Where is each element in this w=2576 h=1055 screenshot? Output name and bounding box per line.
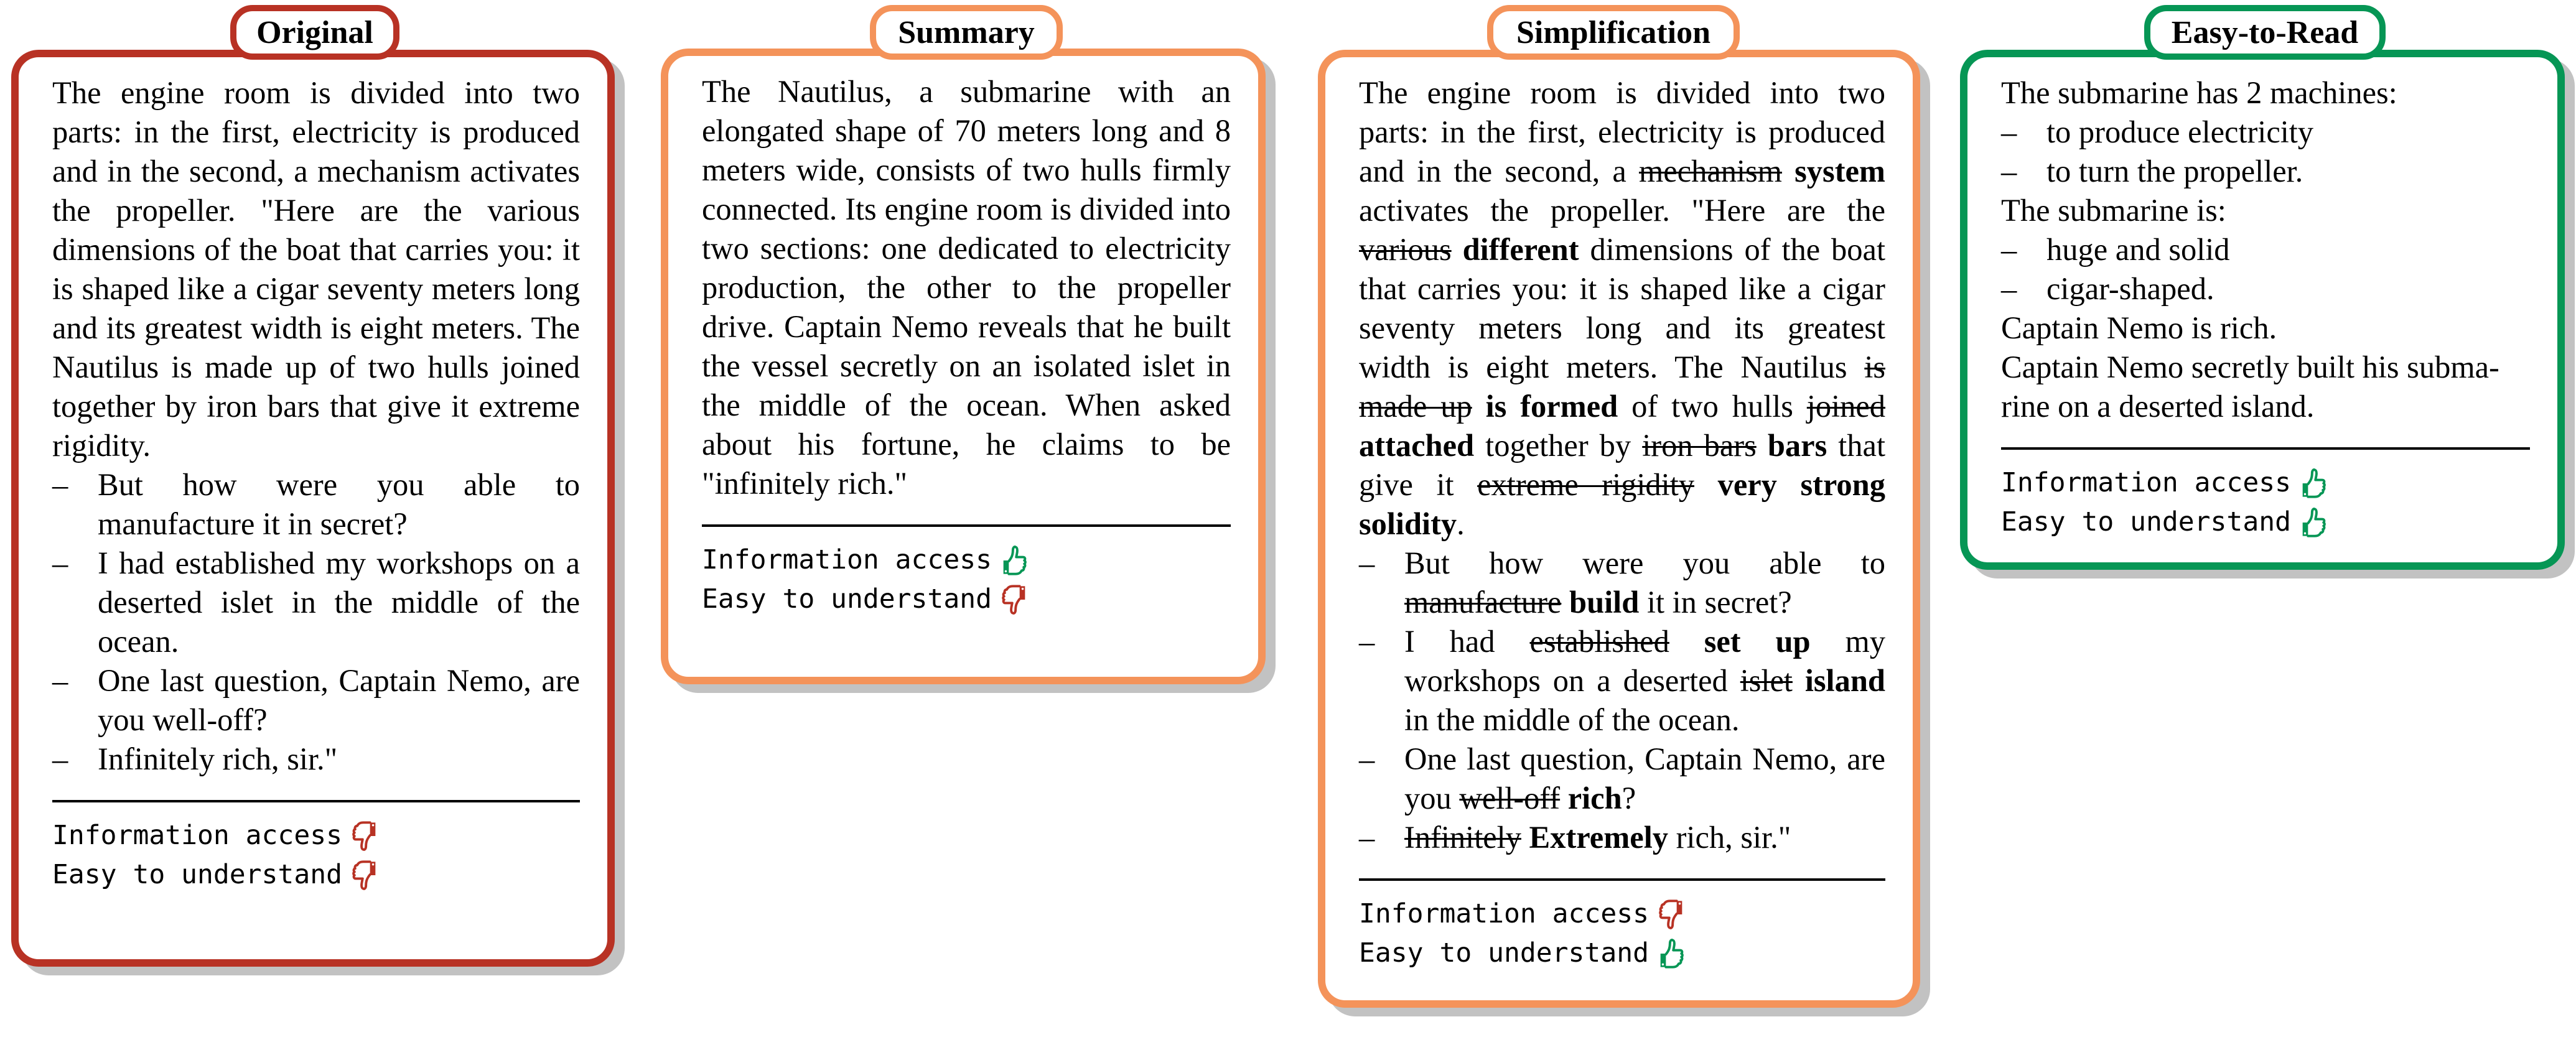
text-run: The engine room is divided into two parts: in the first, electricity is produced and in the second, a (1359, 75, 1885, 188)
inserted-text: is formed (1485, 389, 1618, 424)
easy-to-read-line: Captain Nemo is rich. (2001, 310, 2277, 345)
easy-to-read-item: – to produce electricity (2001, 113, 2530, 152)
easy-to-read-line: Captain Nemo secretly built his submarine on a deserted island. (2001, 350, 2499, 424)
easy-to-read-line: The submarine is: (2001, 193, 2226, 228)
list-dash: – (2001, 154, 2017, 188)
original-content (52, 73, 580, 895)
simplification-item (1359, 740, 1885, 818)
simplification-content (1359, 73, 1885, 973)
panel-title-simplification: Simplification (1487, 5, 1740, 60)
text-run: . (1457, 506, 1465, 541)
text-run (1757, 428, 1768, 463)
list-dash: – (52, 663, 68, 698)
deleted-text: well-off (1459, 781, 1561, 816)
thumbs-up-icon (1001, 544, 1028, 577)
text-run: But how were you able to (1404, 546, 1885, 580)
rating-information-access: Information access (702, 541, 1231, 580)
original-item: – But how were you able to manufacture it in secret? (52, 465, 580, 544)
deleted-text: extreme rigidity (1477, 467, 1694, 502)
original-item: – Infinitely rich, sir." (52, 740, 580, 779)
inserted-text: set up (1704, 624, 1811, 659)
list-dash: – (2001, 232, 2017, 267)
inserted-text: rich (1567, 781, 1622, 816)
deleted-text: islet (1740, 663, 1793, 698)
inserted-text: different (1462, 232, 1579, 267)
text-run: I had (1404, 624, 1530, 659)
panel-simplification (1318, 50, 1920, 1008)
text-run (1452, 232, 1463, 267)
original-item: – One last question, Captain Nemo, are you well-off? (52, 661, 580, 740)
text-run (1793, 663, 1805, 698)
thumbs-down-icon (1658, 898, 1685, 931)
list-dash: – (1359, 546, 1375, 580)
simplification-item (1359, 544, 1885, 622)
inserted-text: attached (1359, 428, 1475, 463)
easy-to-read-item: – huge and solid (2001, 230, 2530, 269)
simplification-paragraph (1359, 73, 1885, 544)
text-run (1521, 820, 1529, 855)
text-run: ? (1622, 781, 1636, 816)
easy-to-read-item: – cigar-shaped. (2001, 269, 2530, 309)
rating-easy-to-understand: Easy to understand (2001, 503, 2530, 542)
thumbs-up-icon (1658, 937, 1685, 970)
list-dash: – (2001, 114, 2017, 149)
thumbs-down-icon (351, 820, 378, 852)
list-dash: – (1359, 624, 1375, 659)
text-run (1694, 467, 1718, 502)
text-run: it in secret? (1639, 585, 1792, 620)
rating-information-access: Information access (52, 816, 580, 855)
panel-title-original: Original (230, 5, 399, 60)
panel-title-summary: Summary (870, 5, 1063, 60)
list-dash: – (1359, 820, 1375, 855)
text-run: my workshops on a deserted (1404, 624, 1886, 698)
easy-to-read-item: – to turn the propeller. (2001, 152, 2530, 191)
simplification-item (1359, 818, 1885, 857)
deleted-text: established (1529, 624, 1669, 659)
text-run: together by (1474, 428, 1643, 463)
divider (52, 800, 580, 802)
text-run: activates the propeller. "Here are the (1359, 193, 1885, 228)
rating-easy-to-understand: Easy to understand (52, 855, 580, 895)
divider (1359, 878, 1885, 881)
text-run (1561, 585, 1569, 620)
text-run (1472, 389, 1486, 424)
text-run: that give it (1359, 428, 1885, 502)
thumbs-up-icon (2300, 467, 2327, 500)
original-item: – I had established my workshops on a deserted islet in the middle of the ocean. (52, 544, 580, 661)
thumbs-up-icon (2300, 506, 2327, 539)
inserted-text: Extremely (1529, 820, 1668, 855)
deleted-text: is made up (1359, 350, 1885, 424)
thumbs-down-icon (351, 859, 378, 891)
inserted-text: very strong solidity (1359, 467, 1886, 541)
rating-easy-to-understand: Easy to understand (702, 580, 1231, 619)
summary-paragraph: The Nautilus, a submarine with an elongated shape of 70 meters long and 8 meters wide, consists of two hulls firmly connected. Its engine room is divided into two sections: one dedicated to electricity production, the other to the propeller drive. Captain Nemo reveals that he built the vessel secretly on an isolated islet in the middle of the ocean. When asked about his fortune, he claims to be "infinitely rich." (702, 74, 1231, 501)
inserted-text: build (1569, 585, 1640, 620)
original-paragraph: The engine room is divided into two parts: in the first, electricity is produced and in the second, a mechanism activates the propeller. "Here are the various dimensions of the boat that carries you: it is shaped like a cigar seventy meters long and its greatest width is eight meters. The Nautilus is made up of two hulls joined together by iron bars that give it extreme rigidity. (52, 75, 580, 463)
inserted-text: island (1804, 663, 1885, 698)
rating-information-access: Information access (1359, 895, 1885, 934)
inserted-text: system (1794, 154, 1885, 188)
simplification-item (1359, 622, 1885, 740)
rating-easy-to-understand: Easy to understand (1359, 934, 1885, 973)
deleted-text: manufacture (1404, 585, 1562, 620)
thumbs-down-icon (1001, 583, 1028, 616)
panel-easy-to-read (1960, 50, 2565, 570)
easy-to-read-content (2001, 73, 2530, 542)
deleted-text: iron bars (1642, 428, 1757, 463)
panel-title-easy-to-read: Easy-to-Read (2144, 5, 2386, 60)
panel-original (11, 50, 615, 967)
deleted-text: joined (1806, 389, 1886, 424)
text-run: One last question, Captain Nemo, are you (1404, 741, 1885, 816)
text-run (1560, 781, 1568, 816)
deleted-text: various (1359, 232, 1452, 267)
panel-summary (661, 49, 1266, 684)
text-run (1669, 624, 1704, 659)
text-run (1782, 154, 1794, 188)
text-run: of two hulls (1618, 389, 1807, 424)
list-dash: – (2001, 271, 2017, 306)
list-dash: – (52, 546, 68, 580)
text-run: rich, sir." (1668, 820, 1791, 855)
inserted-text: bars (1767, 428, 1827, 463)
text-run: dimensions of the boat that carries you: it is shaped like a cigar seventy meters long and its greatest width is eight meters. The Nautilus (1359, 232, 1885, 384)
deleted-text: mechanism (1638, 154, 1782, 188)
easy-to-read-blocks (2001, 73, 2530, 426)
summary-content (702, 72, 1231, 619)
list-dash: – (1359, 741, 1375, 776)
deleted-text: Infinitely (1404, 820, 1521, 855)
divider (2001, 447, 2530, 450)
divider (702, 524, 1231, 527)
rating-information-access: Information access (2001, 463, 2530, 503)
easy-to-read-line: The submarine has 2 machines: (2001, 75, 2397, 110)
text-run: in the middle of the ocean. (1404, 702, 1740, 737)
list-dash: – (52, 741, 68, 776)
list-dash: – (52, 467, 68, 502)
